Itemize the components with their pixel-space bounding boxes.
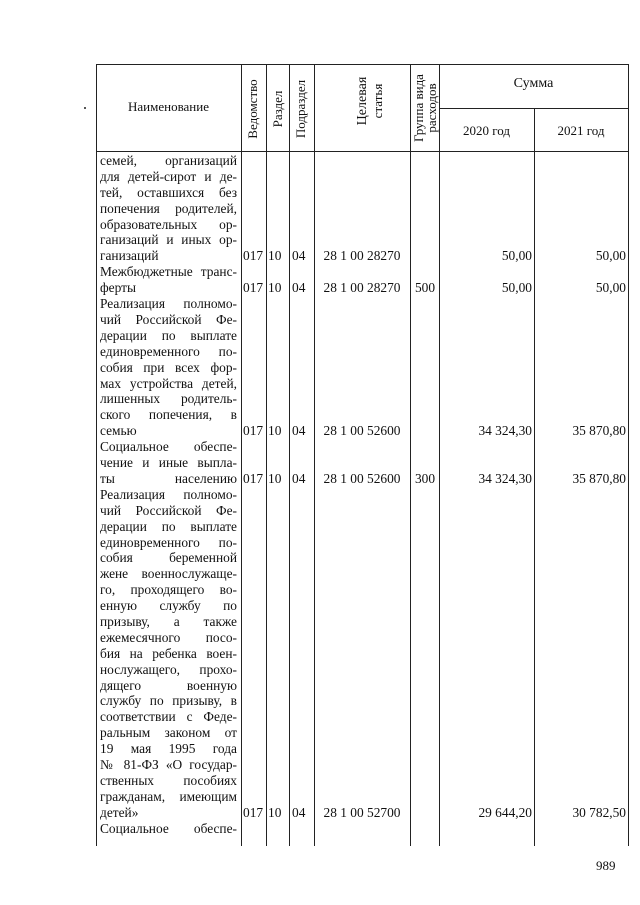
cell-sum-2021: 50,00 <box>595 280 626 296</box>
col-divider <box>534 108 535 846</box>
cell-razdel: 10 <box>268 471 282 486</box>
row-name <box>100 439 237 487</box>
row-name-line: образовательных ор- <box>100 216 237 232</box>
header-vedomstvo: Ведомство <box>245 79 260 139</box>
cell-vedomstvo: 017 <box>243 471 264 486</box>
cell-sum-2020: 50,00 <box>501 248 532 264</box>
row-name-line: ганизаций и иных ор- <box>100 232 237 248</box>
row-name-line: попечения родителей, <box>100 200 237 216</box>
header-podrazdel: Подраздел <box>293 79 308 139</box>
cell-gruppa: 500 <box>414 280 436 296</box>
summa-divider <box>439 108 628 109</box>
row-name-line: дерации по выплате <box>100 327 237 343</box>
cell-vedomstvo: 017 <box>243 423 264 439</box>
cell-celevaya: 28 1 00 52700 <box>323 804 401 820</box>
cell-razdel: 10 <box>268 248 282 264</box>
row-name <box>100 153 237 264</box>
page-number: 989 <box>596 858 616 873</box>
row-name-line: бия на ребенка воен- <box>100 645 237 661</box>
row-name-line: единовременного по- <box>100 534 237 550</box>
row-name-line: 19 мая 1995 года <box>100 741 237 757</box>
col-divider <box>410 64 411 846</box>
row-name-line: дерации по выплате <box>100 518 237 534</box>
row-name-line: семей, организаций <box>100 153 237 168</box>
col-divider <box>241 64 242 846</box>
row-name-line: семью <box>100 423 137 439</box>
row-name-line: жене военнослужаще- <box>100 566 237 582</box>
cell-celevaya: 28 1 00 52600 <box>323 471 401 486</box>
cell-celevaya: 28 1 00 52600 <box>323 423 401 439</box>
row-name-line: соответствии с Феде- <box>100 709 237 725</box>
margin-mark <box>84 107 86 109</box>
cell-razdel: 10 <box>268 423 282 439</box>
row-name-line: Социальное обеспе- <box>100 820 237 836</box>
cell-podrazdel: 04 <box>292 248 306 264</box>
row-name-line: ральным законом от <box>100 725 237 741</box>
row-name-line: ты населению <box>100 470 237 486</box>
cell-razdel: 10 <box>268 804 282 820</box>
row-name-line: енную службу по <box>100 598 237 614</box>
header-celevaya-line2: статья <box>370 83 385 119</box>
row-name-line: тей, оставшихся без <box>100 184 237 200</box>
cell-celevaya: 28 1 00 28270 <box>323 280 401 296</box>
table-border-left <box>96 64 97 846</box>
cell-sum-2021: 35 870,80 <box>572 471 626 486</box>
row-name-line: чение и иные выпла- <box>100 455 237 471</box>
table-border-right <box>628 64 629 846</box>
row-name-line: го, проходящего во- <box>100 582 237 598</box>
row-name-line: Межбюджетные транс- <box>100 264 237 280</box>
row-name-line: ского попечения, в <box>100 407 237 423</box>
col-divider <box>289 64 290 846</box>
cell-podrazdel: 04 <box>292 280 306 296</box>
row-name-line: гражданам, имеющим <box>100 788 237 804</box>
row-name <box>100 821 237 837</box>
row-name-line: детей» <box>100 804 139 820</box>
header-year-2021: 2021 год <box>557 123 605 138</box>
row-name-line: № 81-ФЗ «О государ- <box>100 757 237 773</box>
header-gruppa-line2: расходов <box>424 83 439 133</box>
header-name: Наименование <box>128 99 209 114</box>
cell-podrazdel: 04 <box>292 471 306 486</box>
col-divider <box>439 64 440 846</box>
row-name-line: для детей-сирот и де- <box>100 168 237 184</box>
cell-vedomstvo: 017 <box>243 248 264 264</box>
cell-sum-2020: 50,00 <box>501 280 532 296</box>
row-name-line: ственных пособиях <box>100 772 237 788</box>
cell-podrazdel: 04 <box>292 423 306 439</box>
row-name-line: ферты <box>100 280 136 296</box>
row-name-line: службу по призыву, в <box>100 693 237 709</box>
row-name-line: Реализация полномо- <box>100 486 237 502</box>
header-celevaya-line1: Целевая <box>355 76 370 126</box>
row-name-line: чий Российской Фе- <box>100 502 237 518</box>
cell-sum-2020: 29 644,20 <box>478 804 532 820</box>
cell-sum-2021: 35 870,80 <box>572 423 626 439</box>
row-name-line: собия беременной <box>100 550 237 566</box>
cell-sum-2021: 50,00 <box>595 248 626 264</box>
row-name-line: призыву, а также <box>100 614 237 630</box>
cell-celevaya: 28 1 00 28270 <box>323 248 401 264</box>
cell-podrazdel: 04 <box>292 804 306 820</box>
header-year-2020: 2020 год <box>463 123 510 138</box>
row-name-line: Реализация полномо- <box>100 296 237 312</box>
cell-sum-2021: 30 782,50 <box>572 804 626 820</box>
cell-razdel: 10 <box>268 280 282 296</box>
cell-sum-2020: 34 324,30 <box>478 471 532 486</box>
cell-sum-2020: 34 324,30 <box>478 423 532 439</box>
header-summa: Сумма <box>513 76 554 91</box>
header-razdel: Раздел <box>270 90 285 128</box>
row-name-line: лишенных родитель- <box>100 391 237 407</box>
row-name-line: чий Российской Фе- <box>100 311 237 327</box>
row-name-line: Социальное обеспе- <box>100 439 237 455</box>
row-name-line: нослужащего, прохо- <box>100 661 237 677</box>
row-name-line: мах устройства детей, <box>100 375 237 391</box>
col-divider <box>314 64 315 846</box>
row-name-line: собия при всех фор- <box>100 359 237 375</box>
row-name-line: ежемесячного посо- <box>100 629 237 645</box>
header-bottom-border <box>96 151 628 152</box>
col-divider <box>266 64 267 846</box>
row-name-line: дящего военную <box>100 677 237 693</box>
header-gruppa-line1: Группа вида <box>411 74 426 142</box>
cell-vedomstvo: 017 <box>243 280 264 296</box>
cell-gruppa: 300 <box>414 471 436 486</box>
row-name <box>100 296 237 439</box>
cell-vedomstvo: 017 <box>243 804 264 820</box>
row-name <box>100 487 237 821</box>
row-name <box>100 264 237 296</box>
row-name-line: единовременного по- <box>100 343 237 359</box>
row-name-line: ганизаций <box>100 248 159 264</box>
